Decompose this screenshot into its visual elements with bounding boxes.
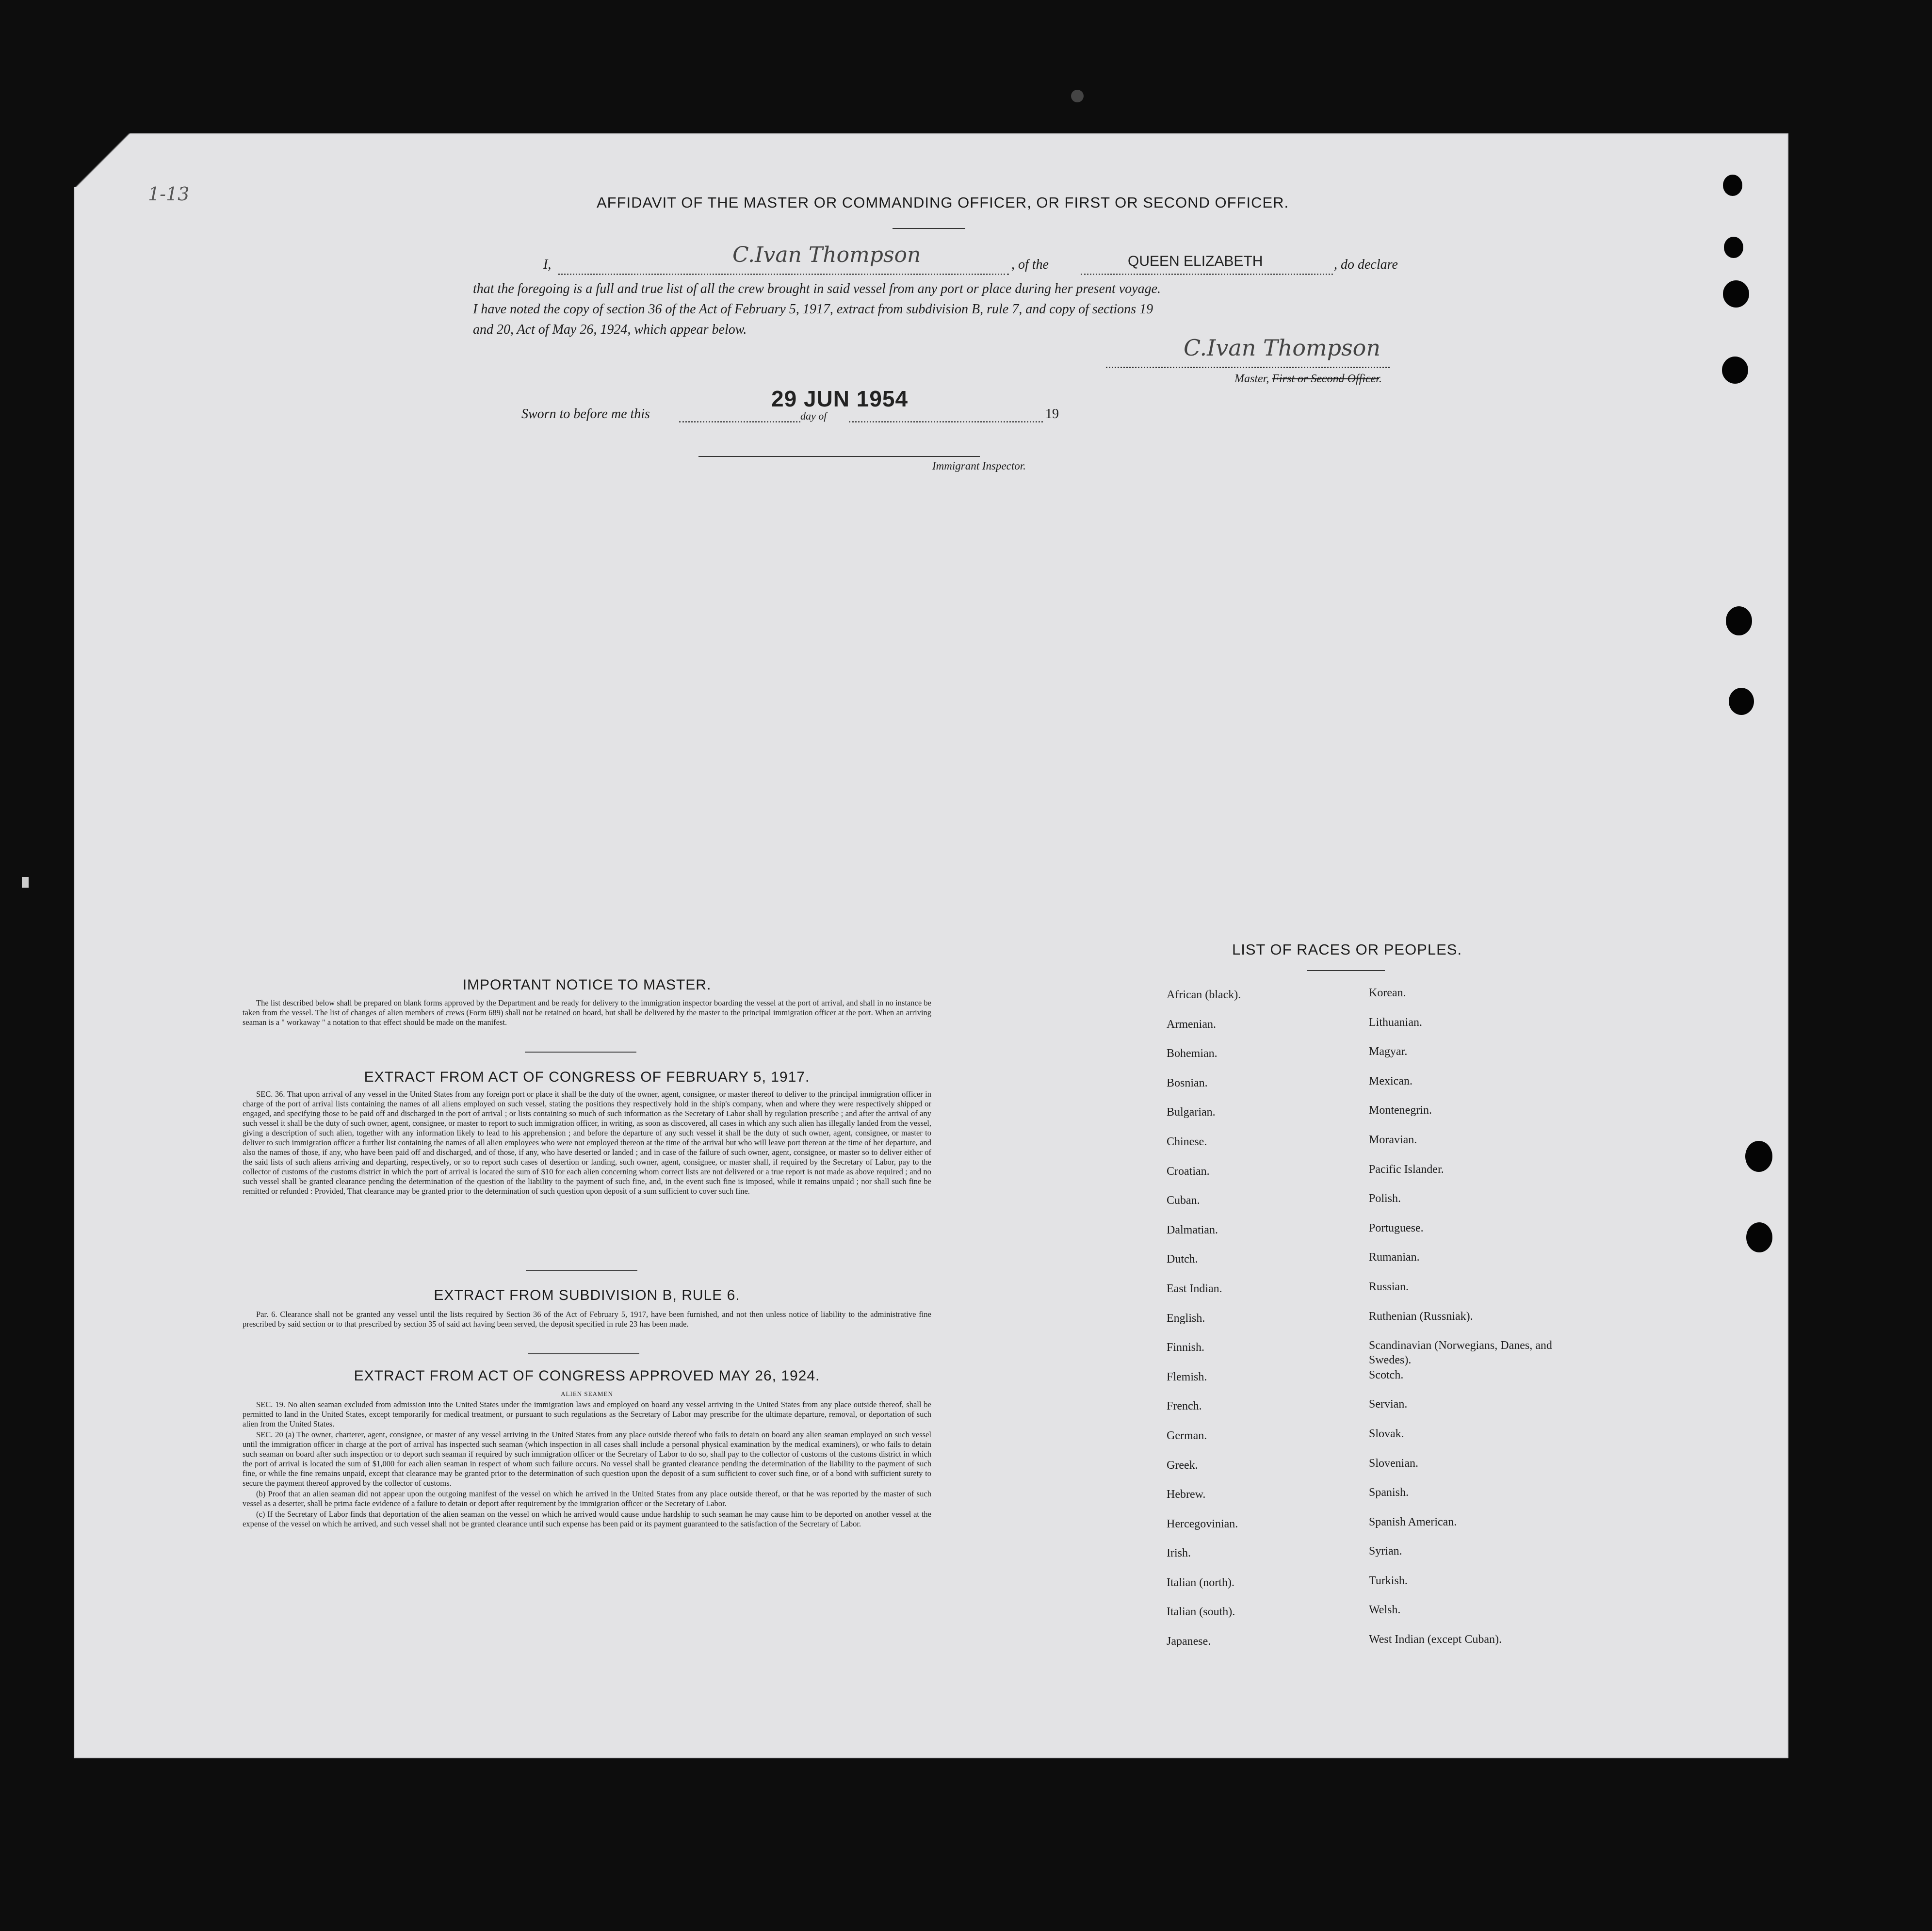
race-item: Slovak. bbox=[1369, 1427, 1404, 1440]
extract-1924-subtitle: ALIEN SEAMEN bbox=[561, 1390, 613, 1397]
races-right-column bbox=[1369, 986, 1573, 1662]
year-prefix: 19 bbox=[1045, 406, 1059, 422]
extract-1917-paragraph: SEC. 36. That upon arrival of any vessel in the United States from any foreign port or place it shall be the duty of the owner, agent, consignee, or master thereof to deliver to the principal immigration officer in charge of the port of arrival lists containing the names of all aliens employed on such vessel, stating the positions they respectively hold in the ship's company, when and where they were respectively shipped or engaged, and specifying those to be paid off and discharged in the port of arrival ; or lists containing so much of such information as the Secretary of Labor shall by regulation prescribe ; and after the arrival of any such vessel it shall be the duty of such owner, agent, consignee, or master to report to such immigration officer, in writing, as soon as discovered, all cases in which any such alien has illegally landed from the vessel, giving a description of such alien, together with any information likely to lead to his apprehension ; and before the departure of any such vessel it shall be the duty of such owner, agent, consignee, or master to deliver to such immigration officer a further list containing the names of all alien employees who were not employed thereon at the time of the arrival but who will leave port thereon at the time of her departure, and also the names of those, if any, who have been paid off and discharged, and of those, if any, who have deserted or landed ; and in case of the failure of such owner, agent, consignee, or master so to deliver either of the said lists of such aliens arriving and departing, respectively, or so to report such cases of desertion or landing, such owner, agent, consignee, or master shall, if required by the Secretary of Labor, pay to the collector of customs of the customs district in which the port of arrival is located the sum of $10 for each alien concerning whom correct lists are not delivered or a true report is not made as above required ; and no such vessel shall be granted clearance pending the determination of the question of the liability to the payment of such fine, and, in the event such fine is imposed, while it remains unpaid ; nor shall such fine be remitted or refunded : Provided, That clearance may be granted prior to the determination of such question upon deposit of a sum sufficient to cover such fine. bbox=[243, 1089, 931, 1196]
race-item: Hebrew. bbox=[1167, 1488, 1206, 1501]
inspector-caption: Immigrant Inspector. bbox=[932, 460, 1026, 472]
dust-speck bbox=[1071, 90, 1084, 102]
race-item: Greek. bbox=[1167, 1459, 1198, 1472]
race-item: Montenegrin. bbox=[1369, 1104, 1432, 1117]
master-signature-line bbox=[1106, 367, 1390, 368]
inspector-signature-line bbox=[698, 456, 980, 457]
binder-hole bbox=[1724, 237, 1743, 258]
affidavit-signature: C.Ivan Thompson bbox=[732, 243, 921, 267]
race-item: Flemish. bbox=[1167, 1370, 1207, 1383]
race-item: Irish. bbox=[1167, 1547, 1191, 1560]
race-item: Japanese. bbox=[1167, 1635, 1211, 1648]
extract-rule6-text bbox=[243, 1310, 931, 1330]
notice-text bbox=[243, 998, 931, 1028]
signature-line bbox=[558, 274, 1009, 275]
race-item: Cuban. bbox=[1167, 1194, 1200, 1207]
sec20b-paragraph: (b) Proof that an alien seaman did not appear upon the outgoing manifest of the vessel on which he arrived in the United States from any place outside thereof, or that he was reported by the master of such vessel as a deserter, shall be prima facie evidence of a failure to detain or deport after requirement by the immigration officer or the Secretary of Labor. bbox=[243, 1489, 931, 1508]
sec20a-paragraph: SEC. 20 (a) The owner, charterer, agent, consignee, or master of any vessel arriving in the United States from any place outside thereof who fails to detain on board any alien seaman employed on such vessel until the immigration officer in charge at the port of arrival has inspected such seaman (which inspection in all cases shall include a personal physical examination by the medical examiners), or who fails to detain such seaman on board after such inspection or to deport such seaman if required by such immigration officer or the Secretary of Labor to do so, shall pay to the collector of customs of the customs district in which the port of arrival is located the sum of $1,000 for each alien seaman in respect of whom such failure occurs. No vessel shall be granted clearance pending the determination of the liability to the payment of such fine, or while the fine remains unpaid, except that clearance may be granted prior to the determination of such question upon the deposit of a sum sufficient to cover such fine, or of a bond with sufficient surety to secure the payment thereof approved by the collector of customs. bbox=[243, 1430, 931, 1488]
day-of-label: day of bbox=[800, 410, 827, 422]
race-item: German. bbox=[1167, 1429, 1207, 1442]
extract-1917-title: EXTRACT FROM ACT OF CONGRESS OF FEBRUARY 5, 1917. bbox=[364, 1069, 810, 1085]
race-item: West Indian (except Cuban). bbox=[1369, 1633, 1502, 1646]
race-item: Syrian. bbox=[1369, 1545, 1402, 1558]
race-item: African (black). bbox=[1167, 989, 1241, 1001]
race-item: Bulgarian. bbox=[1167, 1106, 1216, 1119]
sworn-label: Sworn to before me this bbox=[521, 406, 650, 422]
binder-hole bbox=[1722, 357, 1748, 384]
races-title: LIST OF RACES OR PEOPLES. bbox=[1232, 941, 1462, 958]
of-the-label: , of the bbox=[1011, 257, 1049, 272]
binder-hole bbox=[1729, 688, 1754, 715]
race-item: Bohemian. bbox=[1167, 1047, 1218, 1060]
race-item: English. bbox=[1167, 1312, 1205, 1325]
race-item: Finnish. bbox=[1167, 1341, 1205, 1354]
sec20c-paragraph: (c) If the Secretary of Labor finds that deportation of the alien seaman on the vessel on which he arrived would cause undue hardship to such seaman he may cause him to be deported on another vessel at the expense of the vessel on which he arrived, and such vessel shall not be granted clearance until such expense has been paid or its payment guaranteed to the satisfaction of the Secretary of Labor. bbox=[243, 1509, 931, 1528]
race-item: Scandinavian (Norwegians, Danes, and Swedes). bbox=[1369, 1339, 1552, 1367]
race-item: Lithuanian. bbox=[1369, 1016, 1422, 1029]
title-underline bbox=[893, 228, 965, 229]
master-caption bbox=[1234, 373, 1382, 386]
race-item: Magyar. bbox=[1369, 1045, 1408, 1058]
divider bbox=[525, 1052, 636, 1053]
race-item: Rumanian. bbox=[1369, 1251, 1420, 1264]
corner-note: 1-13 bbox=[148, 183, 190, 205]
affidavit-title: AFFIDAVIT OF THE MASTER OR COMMANDING OFFICER, OR FIRST OR SECOND OFFICER. bbox=[597, 194, 1289, 211]
master-caption-struck: First or Second Officer bbox=[1272, 373, 1379, 385]
race-item: East Indian. bbox=[1167, 1282, 1222, 1295]
race-item: Armenian. bbox=[1167, 1018, 1216, 1031]
master-caption-a: Master, bbox=[1234, 373, 1269, 385]
affidavit-body-line1: that the foregoing is a full and true list of all the crew brought in said vessel from any port or place during her present voyage. bbox=[473, 281, 1161, 296]
master-signature: C.Ivan Thompson bbox=[1184, 335, 1381, 361]
dust-speck bbox=[22, 877, 29, 888]
affidavit-body-line2: I have noted the copy of section 36 of the Act of February 5, 1917, extract from subdivision B, rule 7, and copy of sections 19 bbox=[473, 302, 1153, 317]
affidavit-i-label: I, bbox=[543, 257, 552, 272]
race-item: Russian. bbox=[1369, 1280, 1409, 1293]
race-item: Servian. bbox=[1369, 1398, 1408, 1411]
race-item: Pacific Islander. bbox=[1369, 1163, 1444, 1176]
race-item: Moravian. bbox=[1369, 1133, 1417, 1146]
binder-hole bbox=[1746, 1222, 1772, 1252]
race-item: Ruthenian (Russniak). bbox=[1369, 1310, 1473, 1323]
race-item: Turkish. bbox=[1369, 1574, 1408, 1587]
race-item: Scotch. bbox=[1369, 1368, 1404, 1381]
race-item: French. bbox=[1167, 1400, 1202, 1413]
race-item: Hercegovinian. bbox=[1167, 1517, 1238, 1530]
race-item: Spanish. bbox=[1369, 1486, 1409, 1499]
extract-1924-title: EXTRACT FROM ACT OF CONGRESS APPROVED MAY 26, 1924. bbox=[354, 1368, 820, 1384]
race-item: Chinese. bbox=[1167, 1135, 1207, 1148]
master-caption-end: . bbox=[1379, 373, 1382, 385]
race-item: Italian (south). bbox=[1167, 1606, 1235, 1619]
race-item: Welsh. bbox=[1369, 1604, 1401, 1617]
race-item: Dalmatian. bbox=[1167, 1223, 1218, 1236]
races-title-underline bbox=[1307, 970, 1385, 971]
binder-hole bbox=[1723, 175, 1742, 196]
notice-paragraph: The list described below shall be prepared on blank forms approved by the Department and be ready for delivery to the immigration inspector boarding the vessel at the port of arrival, and shall in no instance be taken from the vessel. The list of changes of alien members of crews (Form 689) shall not be retained on board, but shall be delivered by the master to the principal immigration officer at the port. When an arriving seaman is a " workaway " a notation to that effect should be made on the manifest. bbox=[243, 998, 931, 1027]
race-item: Korean. bbox=[1369, 987, 1406, 999]
sworn-date-stamp: 29 JUN 1954 bbox=[771, 386, 909, 411]
race-item: Polish. bbox=[1369, 1192, 1401, 1205]
sworn-month-line bbox=[849, 421, 1043, 422]
divider bbox=[526, 1270, 637, 1271]
extract-rule6-title: EXTRACT FROM SUBDIVISION B, RULE 6. bbox=[434, 1287, 740, 1303]
binder-hole bbox=[1726, 606, 1752, 635]
sworn-day-line bbox=[679, 421, 800, 422]
binder-hole bbox=[1723, 280, 1749, 308]
sec19-paragraph: SEC. 19. No alien seaman excluded from admission into the United States under the immigration laws and employed on board any vessel arriving in the United States from any place outside thereof, shall be permitted to land in the United States, except temporarily for medical treatment, or pursuant to such regulations as the Secretary of Labor may prescribe for the ultimate departure, removal, or deportation of such alien from the United States. bbox=[243, 1400, 931, 1428]
vessel-name-stamp: QUEEN ELIZABETH bbox=[1128, 253, 1263, 269]
divider bbox=[528, 1353, 639, 1354]
notice-title: IMPORTANT NOTICE TO MASTER. bbox=[462, 977, 712, 993]
affidavit-body-line3: and 20, Act of May 26, 1924, which appear below. bbox=[473, 322, 747, 337]
do-declare-label: , do declare bbox=[1334, 257, 1398, 272]
extract-1924-text bbox=[243, 1400, 931, 1530]
races-left-column bbox=[1167, 988, 1341, 1664]
race-item: Italian (north). bbox=[1167, 1576, 1234, 1589]
race-item: Croatian. bbox=[1167, 1165, 1210, 1178]
folded-corner bbox=[74, 133, 132, 187]
race-item: Spanish American. bbox=[1369, 1515, 1457, 1528]
race-item: Portuguese. bbox=[1369, 1221, 1424, 1234]
race-item: Slovenian. bbox=[1369, 1457, 1418, 1470]
race-item: Mexican. bbox=[1369, 1074, 1412, 1087]
race-item: Dutch. bbox=[1167, 1253, 1198, 1266]
vessel-line bbox=[1081, 274, 1333, 275]
binder-hole bbox=[1745, 1141, 1772, 1172]
extract-1917-text bbox=[243, 1089, 931, 1197]
race-item: Bosnian. bbox=[1167, 1076, 1208, 1089]
extract-rule6-paragraph: Par. 6. Clearance shall not be granted any vessel until the lists required by Section 36 of the Act of February 5, 1917, have been furnished, and not then unless notice of liability to the administrative fine prescribed by said section or to that prescribed by section 35 of said act having been served, the deposit specified in rule 23 has been made. bbox=[243, 1310, 931, 1329]
